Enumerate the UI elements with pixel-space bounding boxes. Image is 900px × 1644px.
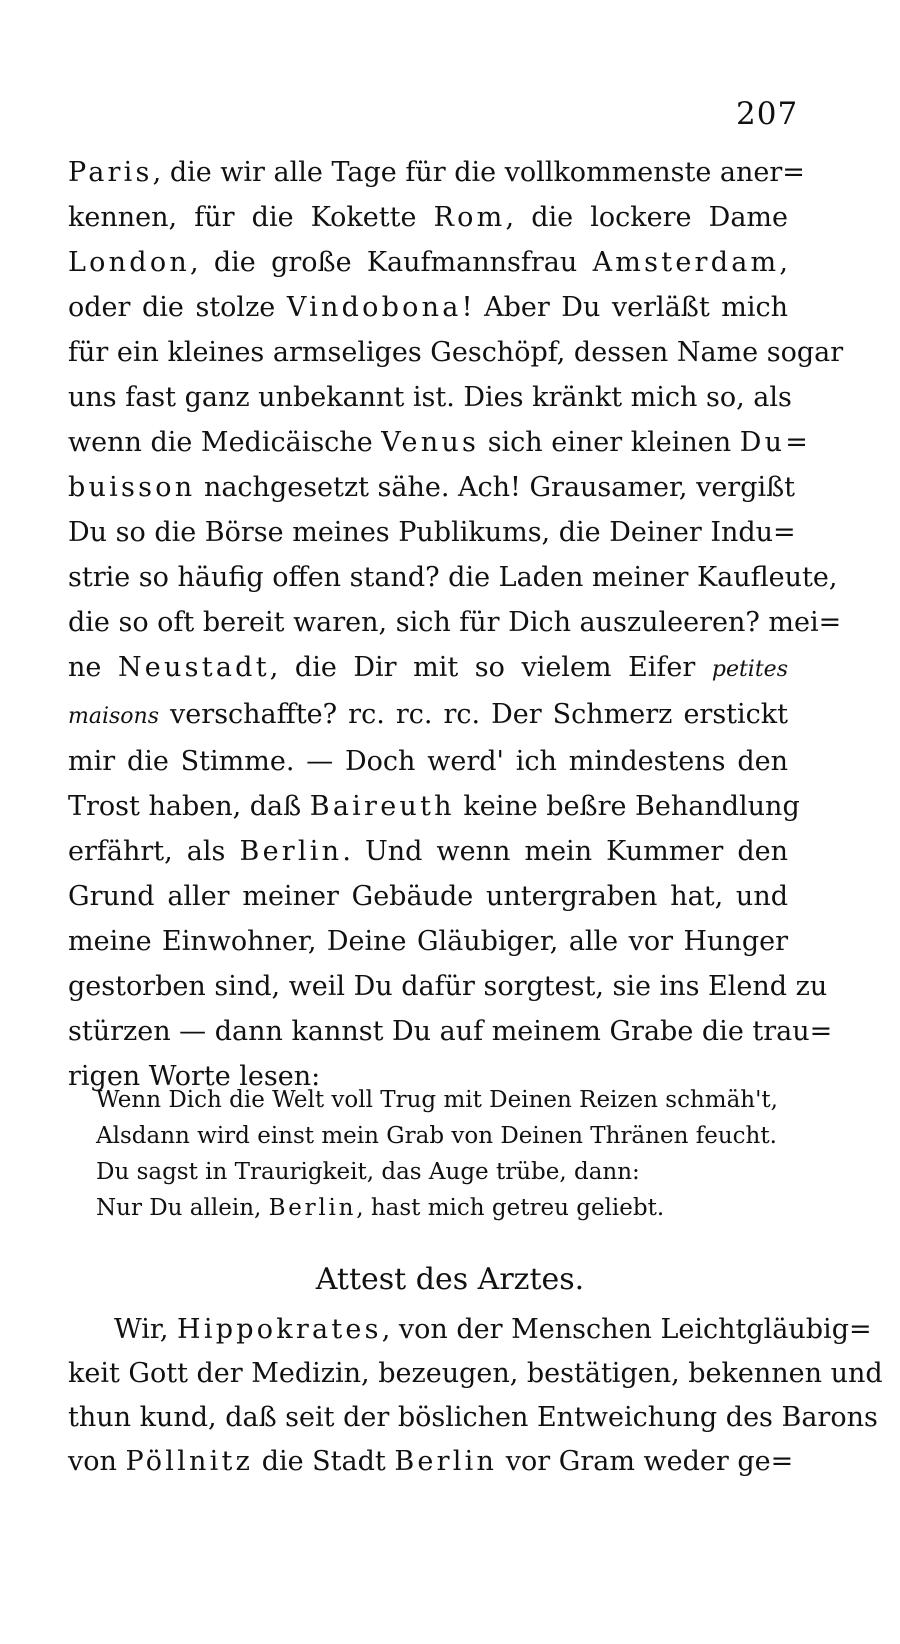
spaced-word: Berlin [239,836,343,867]
text-run: die so oft bereit waren, sich für Dich auszuleeren? mei= [68,607,842,638]
text-run: Grund aller meiner Gebäude untergraben hat, und [68,881,788,912]
text-run: vor Gram weder ge= [497,1446,794,1477]
text-line [68,784,800,829]
text-line [68,510,796,555]
text-line [68,645,788,692]
text-line [96,1082,796,1118]
text-run: Nur Du allein, [96,1195,269,1221]
text-line [68,964,828,1009]
spaced-word: London [68,247,190,278]
text-line [68,150,805,195]
text-run: thun kund, daß seit der böslichen Entweichung des Barons [68,1402,878,1433]
text-line [96,1118,796,1154]
text-run: Wir, [114,1314,178,1345]
spaced-word: Pöllnitz [125,1446,254,1477]
text-run: uns fast ganz unbekannt ist. Dies kränkt mich so, als [68,382,792,413]
text-run: , [779,247,788,278]
text-run: Trost haben, daß [68,791,310,822]
text-run: , die lockere Dame [505,202,788,233]
text-run: , hast mich getreu geliebt. [356,1195,665,1221]
text-line [68,240,788,285]
text-line [68,1308,872,1352]
text-line [68,285,788,330]
text-run: gestorben sind, weil Du dafür sorgtest, sie ins Elend zu [68,971,828,1002]
text-run: , die Dir mit so vielem Eifer [269,652,712,683]
spaced-word: Venus [381,427,480,458]
text-line [68,739,788,784]
text-line [68,829,788,874]
text-run: keit Gott der Medizin, bezeugen, bestätigen, bekennen und [68,1358,883,1389]
text-run: mir die Stimme. — Doch werd' ich mindestens den [68,746,788,777]
text-run: sich einer kleinen [479,427,740,458]
text-line [68,420,812,465]
attest-paragraph [68,1308,883,1484]
text-line [96,1154,796,1190]
text-run: , von der Menschen Leichtgläubig= [381,1314,872,1345]
text-line [68,330,844,375]
page-number: 207 [736,96,799,132]
text-run: . Und wenn mein Kummer den [342,836,788,867]
text-line [96,1190,796,1226]
text-run: meine Einwohner, Deine Gläubiger, alle vor Hunger [68,926,788,957]
italic-word: petites [711,657,788,682]
spaced-word: Baireuth [309,791,455,822]
text-run: Alsdann wird einst mein Grab von Deinen Thränen feucht. [96,1123,777,1149]
text-line [68,1352,883,1396]
spaced-word: Rom [433,202,506,233]
spaced-word: Neustadt [117,652,270,683]
text-line [68,692,788,739]
text-line [68,600,842,645]
text-run: stürzen — dann kannst Du auf meinem Grabe die trau= [68,1016,833,1047]
text-run: ne [68,652,118,683]
text-run: rigen Worte lesen: [68,1061,321,1092]
spaced-word: buisson [68,472,196,503]
verse-block [96,1082,796,1226]
text-run: kennen, für die Kokette [68,202,434,233]
text-run: strie so häufig offen stand? die Laden meiner Kaufleute, [68,562,838,593]
spaced-word: Hippokrates [177,1314,382,1345]
section-heading: Attest des Arztes. [315,1262,585,1297]
text-line [68,1009,833,1054]
text-line [68,1440,794,1484]
spaced-word: Berlin [394,1446,498,1477]
text-line [68,465,796,510]
text-run: , die große Kaufmannsfrau [189,247,593,278]
spaced-word: Amsterdam [592,247,780,278]
text-line [68,919,788,964]
text-line [68,874,788,919]
text-line [68,375,792,420]
text-run: keine beßre Behandlung [454,791,800,822]
spaced-word: Vindobona [286,292,462,323]
text-run: Du sagst in Traurigkeit, das Auge trübe, dann: [96,1159,640,1185]
italic-word: maisons [68,704,160,729]
text-run: Du so die Börse meines Publikums, die Deiner Indu= [68,517,796,548]
spaced-word: Paris [68,157,153,188]
text-run: oder die stolze [68,292,287,323]
text-run: für ein kleines armseliges Geschöpf, dessen Name sogar [68,337,844,368]
text-line [68,1396,878,1440]
text-run: die Stadt [253,1446,395,1477]
text-line [68,555,838,600]
text-run: , die wir alle Tage für die vollkommenste aner= [152,157,805,188]
text-run: verschaffte? rc. rc. rc. Der Schmerz erstickt [159,699,788,730]
spaced-word: Du= [739,427,812,458]
text-run: nachgesetzt sähe. Ach! Grausamer, vergißt [195,472,796,503]
spaced-word: Berlin [268,1195,357,1221]
text-line [68,195,788,240]
text-run: Wenn Dich die Welt voll Trug mit Deinen Reizen schmäh't, [96,1087,778,1113]
text-run: von [68,1446,126,1477]
text-run: wenn die Medicäische [68,427,382,458]
text-run: erfährt, als [68,836,240,867]
main-paragraph [68,150,844,1099]
text-run: ! Aber Du verläßt mich [461,292,789,323]
